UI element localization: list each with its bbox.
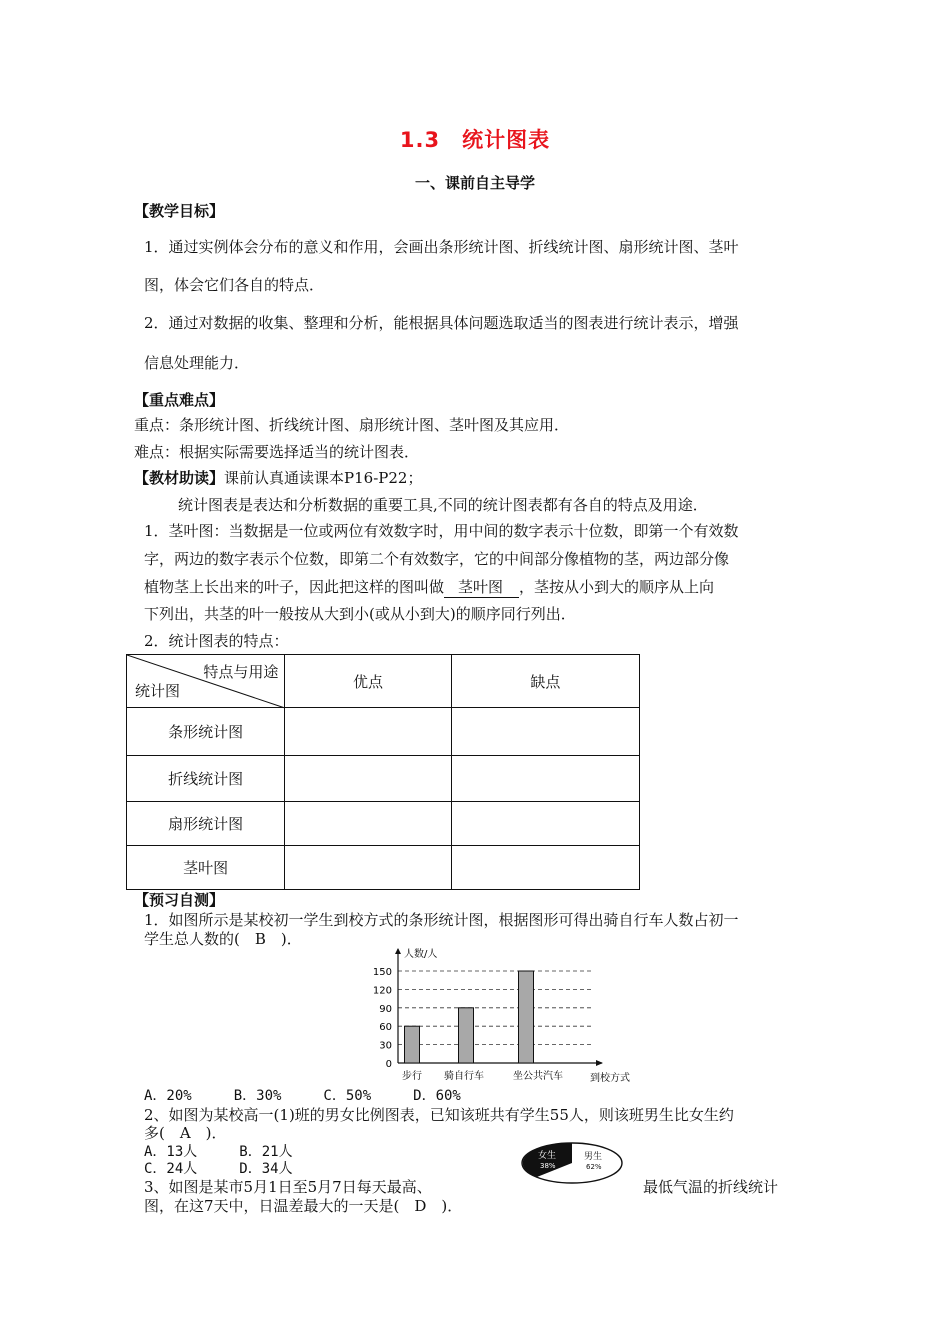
answer-blank: 茎叶图 xyxy=(444,576,519,598)
reading-heading: 【教材助读】 xyxy=(134,469,225,487)
pie-value-male: 62% xyxy=(586,1163,602,1171)
gender-pie-chart xyxy=(520,1141,624,1185)
reading-intro: 统计图表是表达和分析数据的重要工具,不同的统计图表都有各自的特点及用途． xyxy=(178,496,708,514)
q3-line1-start: 3、如图是某市5月1日至5月7日每天最高、 xyxy=(144,1178,432,1196)
bar-chart xyxy=(360,945,630,1085)
q2-options-1: A．13人 B．21人 xyxy=(144,1144,293,1160)
stem-leaf-line3-end: ，茎按从小到大的顺序从上向 xyxy=(519,578,715,596)
stem-leaf-line3-start: 植物茎上长出来的叶子，因此把这样的图叫做 xyxy=(144,578,445,596)
q1-line2: 学生总人数的( B )． xyxy=(144,930,302,948)
x-tick-label: 骑自行车 xyxy=(444,1071,484,1082)
table-row-label: 茎叶图 xyxy=(127,846,285,890)
x-tick-label: 坐公共汽车 xyxy=(513,1071,563,1082)
bar xyxy=(519,971,534,1063)
objective-2-line1: 2．通过对数据的收集、整理和分析，能根据具体问题选取适当的图表进行统计表示，增强 xyxy=(144,314,739,332)
table-cell-empty xyxy=(285,846,451,890)
y-tick-label: 60 xyxy=(379,1022,392,1034)
objective-1-line1: 1．通过实例体会分布的意义和作用，会画出条形统计图、折线统计图、扇形统计图、茎叶 xyxy=(144,238,739,256)
table-cell-empty xyxy=(285,756,451,802)
q2-options-2: C．24人 D．34人 xyxy=(144,1161,293,1177)
self-test-heading: 【预习自测】 xyxy=(134,891,225,909)
table-cell-empty xyxy=(285,802,451,846)
q3-line1-end: 最低气温的折线统计 xyxy=(643,1178,779,1196)
q3-line2: 图，在这7天中，日温差最大的一天是( D )． xyxy=(144,1197,463,1215)
q2-line1: 2、如图为某校高一(1)班的男女比例图表，已知该班共有学生55人，则该班男生比女生约 xyxy=(144,1106,734,1124)
page-title: 1.3 统计图表 xyxy=(399,128,551,152)
difficulty-text: 难点：根据实际需要选择适当的统计图表． xyxy=(134,443,420,461)
x-axis-arrow xyxy=(596,1060,603,1066)
objective-2-line2: 信息处理能力． xyxy=(144,354,250,372)
table-cell-empty xyxy=(285,708,451,756)
key-points-heading: 【重点难点】 xyxy=(134,391,225,409)
y-tick-label: 150 xyxy=(372,967,392,978)
corner-bottom-label: 统计图 xyxy=(135,682,181,700)
objectives-heading: 【教学目标】 xyxy=(134,202,225,220)
y-tick-label: 0 xyxy=(385,1059,392,1070)
q1-options: A．20% B．30% C．50% D．60% xyxy=(144,1088,461,1104)
table-row-label: 扇形统计图 xyxy=(127,802,285,846)
stem-leaf-line4: 下列出，共茎的叶一般按从大到小(或从小到大)的顺序同行列出． xyxy=(144,605,576,623)
q1-line1: 1．如图所示是某校初一学生到校方式的条形统计图，根据图形可得出骑自行车人数占初一 xyxy=(144,911,739,929)
column-header-advantages: 优点 xyxy=(285,655,451,708)
features-table xyxy=(126,654,640,890)
bar xyxy=(459,1008,474,1063)
bar xyxy=(405,1026,420,1063)
table-cell-empty xyxy=(451,802,639,846)
pie-value-female: 38% xyxy=(540,1162,556,1170)
x-axis-label: 到校方式 xyxy=(590,1073,630,1084)
y-axis-label: 人数/人 xyxy=(404,949,438,960)
table-row-label: 折线统计图 xyxy=(127,756,285,802)
y-axis-arrow xyxy=(395,948,401,954)
key-point-text: 重点：条形统计图、折线统计图、扇形统计图、茎叶图及其应用． xyxy=(134,416,570,434)
objective-1-line2: 图，体会它们各自的特点． xyxy=(144,276,325,294)
section-heading: 一、课前自主导学 xyxy=(414,174,535,192)
stem-leaf-line1: 1．茎叶图：当数据是一位或两位有效数字时，用中间的数字表示十位数，即第一个有效数 xyxy=(144,522,739,540)
table-cell-empty xyxy=(451,846,639,890)
y-tick-label: 30 xyxy=(379,1040,392,1052)
corner-top-label: 特点与用途 xyxy=(203,663,279,681)
reading-text: 课前认真通读课本P16-P22； xyxy=(224,469,423,487)
y-tick-label: 120 xyxy=(372,985,392,997)
column-header-disadvantages: 缺点 xyxy=(451,655,639,708)
pie-label-female: 女生 xyxy=(538,1151,557,1161)
q2-line2: 多( A )． xyxy=(144,1124,227,1142)
table-corner-cell xyxy=(127,655,285,708)
stem-leaf-line2: 字，两边的数字表示个位数，即第二个有效数字，它的中间部分像植物的茎，两边部分像 xyxy=(144,550,730,568)
x-tick-label: 步行 xyxy=(402,1071,422,1082)
table-cell-empty xyxy=(451,756,639,802)
reading-line xyxy=(134,467,422,488)
table-cell-empty xyxy=(451,708,639,756)
pie-label-male: 男生 xyxy=(584,1152,603,1162)
features-heading: 2．统计图表的特点： xyxy=(144,632,289,650)
stem-leaf-line3 xyxy=(144,576,714,598)
y-tick-label: 90 xyxy=(379,1003,392,1015)
table-row-label: 条形统计图 xyxy=(127,708,285,756)
